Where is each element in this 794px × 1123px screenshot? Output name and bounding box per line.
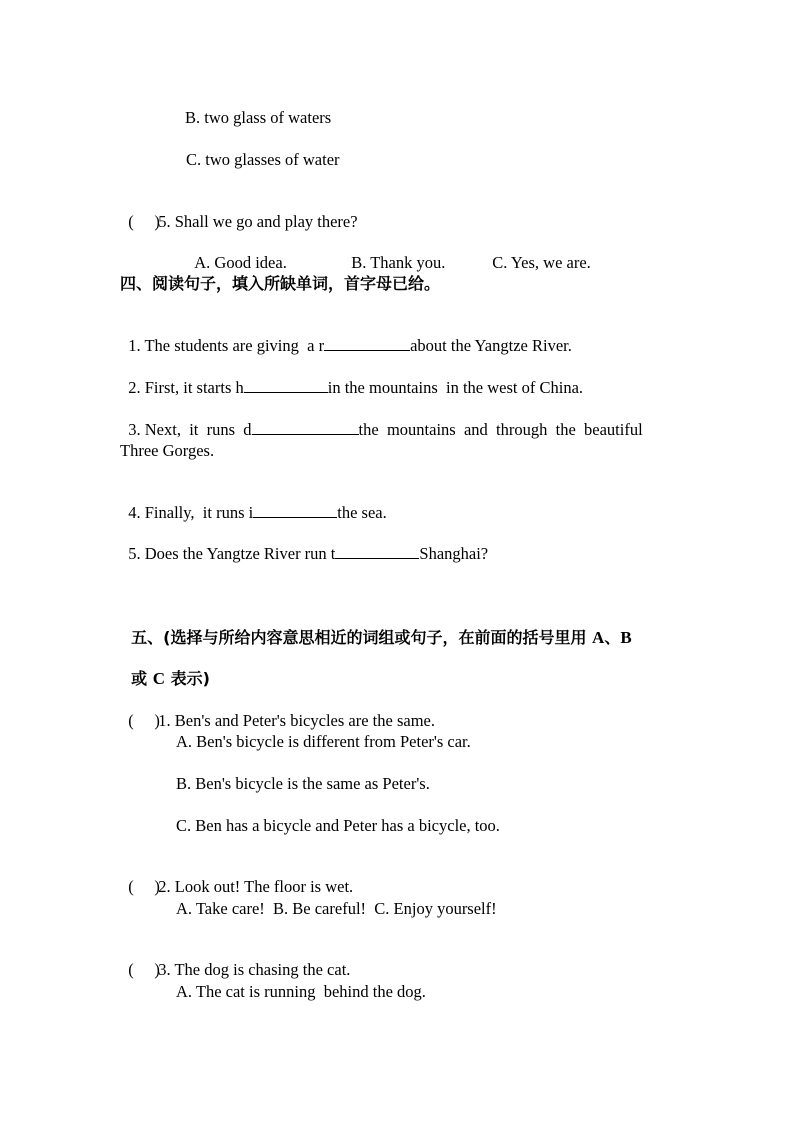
s4-item-4-before: 4. Finally, it runs i <box>128 503 254 522</box>
s5-q3-text: 3. The dog is chasing the cat. <box>158 960 351 979</box>
section5-title-c: C <box>152 669 165 688</box>
fill-blank[interactable] <box>324 336 410 351</box>
s4-item-1 <box>120 316 572 356</box>
s4-item-3 <box>120 400 643 440</box>
s5-q1-option-c: C. Ben has a bicycle and Peter has a bicycle, too. <box>176 816 500 835</box>
s4-item-3-before: 3. Next, it runs d <box>128 420 252 439</box>
q4-option-c: C. two glasses of water <box>186 150 340 169</box>
section5-title-or: 或 <box>131 669 153 688</box>
s4-item-4 <box>120 483 387 523</box>
answer-paren[interactable]: ( ) <box>128 960 160 979</box>
s4-item-2 <box>120 358 583 398</box>
s4-item-1-after: about the Yangtze River. <box>410 336 572 355</box>
s4-item-3-continued: Three Gorges. <box>120 441 215 460</box>
q5-options <box>186 233 591 273</box>
section5-title-line1 <box>120 608 632 648</box>
s5-q2-text: 2. Look out! The floor is wet. <box>158 877 354 896</box>
s5-q1-option-b: B. Ben's bicycle is the same as Peter's. <box>176 774 430 793</box>
section5-title-sep: 、 <box>604 628 621 647</box>
s5-q1-text: 1. Ben's and Peter's bicycles are the same. <box>158 711 435 730</box>
s4-item-1-before: 1. The students are giving a r <box>128 336 325 355</box>
fill-blank[interactable] <box>244 378 328 393</box>
answer-paren[interactable]: ( ) <box>128 711 160 730</box>
q5-question-row <box>120 192 358 232</box>
q5-option-a: A. Good idea. <box>194 253 287 272</box>
fill-blank[interactable] <box>253 503 337 518</box>
s5-q3-option-a: A. The cat is running behind the dog. <box>176 982 426 1001</box>
section5-title-end: 表示) <box>165 669 210 688</box>
s4-item-3-after: the mountains and through the beautiful <box>358 420 643 439</box>
s5-q1-row <box>120 691 435 731</box>
s5-q3-row <box>120 940 350 980</box>
s5-q2-row <box>120 857 353 897</box>
section5-title-b: B <box>620 628 632 647</box>
q5-option-c: C. Yes, we are. <box>492 253 591 272</box>
s4-item-5-after: Shanghai? <box>419 544 489 563</box>
answer-paren[interactable]: ( ) <box>128 212 160 231</box>
q4-option-b: B. two glass of waters <box>185 108 332 127</box>
s4-item-4-after: the sea. <box>337 503 387 522</box>
s4-item-2-after: in the mountains in the west of China. <box>327 378 584 397</box>
s4-item-5-before: 5. Does the Yangtze River run t <box>128 544 336 563</box>
fill-blank[interactable] <box>335 544 419 559</box>
s4-item-5 <box>120 524 488 564</box>
fill-blank[interactable] <box>252 420 359 435</box>
answer-paren[interactable]: ( ) <box>128 877 160 896</box>
q5-question: 5. Shall we go and play there? <box>158 212 358 231</box>
section5-title-line2 <box>120 649 210 689</box>
section5-title-a: A <box>592 628 605 647</box>
section4-title: 四、阅读句子，填入所缺单词，首字母已给。 <box>120 274 441 293</box>
q5-option-b: B. Thank you. <box>351 253 446 272</box>
s5-q1-option-a: A. Ben's bicycle is different from Peter's car. <box>176 732 471 751</box>
s4-item-2-before: 2. First, it starts h <box>128 378 244 397</box>
s5-q2-options: A. Take care! B. Be careful! C. Enjoy yourself! <box>176 899 497 918</box>
section5-title-text: 五、(选择与所给内容意思相近的词组或句子，在前面的括号里用 <box>131 628 593 647</box>
